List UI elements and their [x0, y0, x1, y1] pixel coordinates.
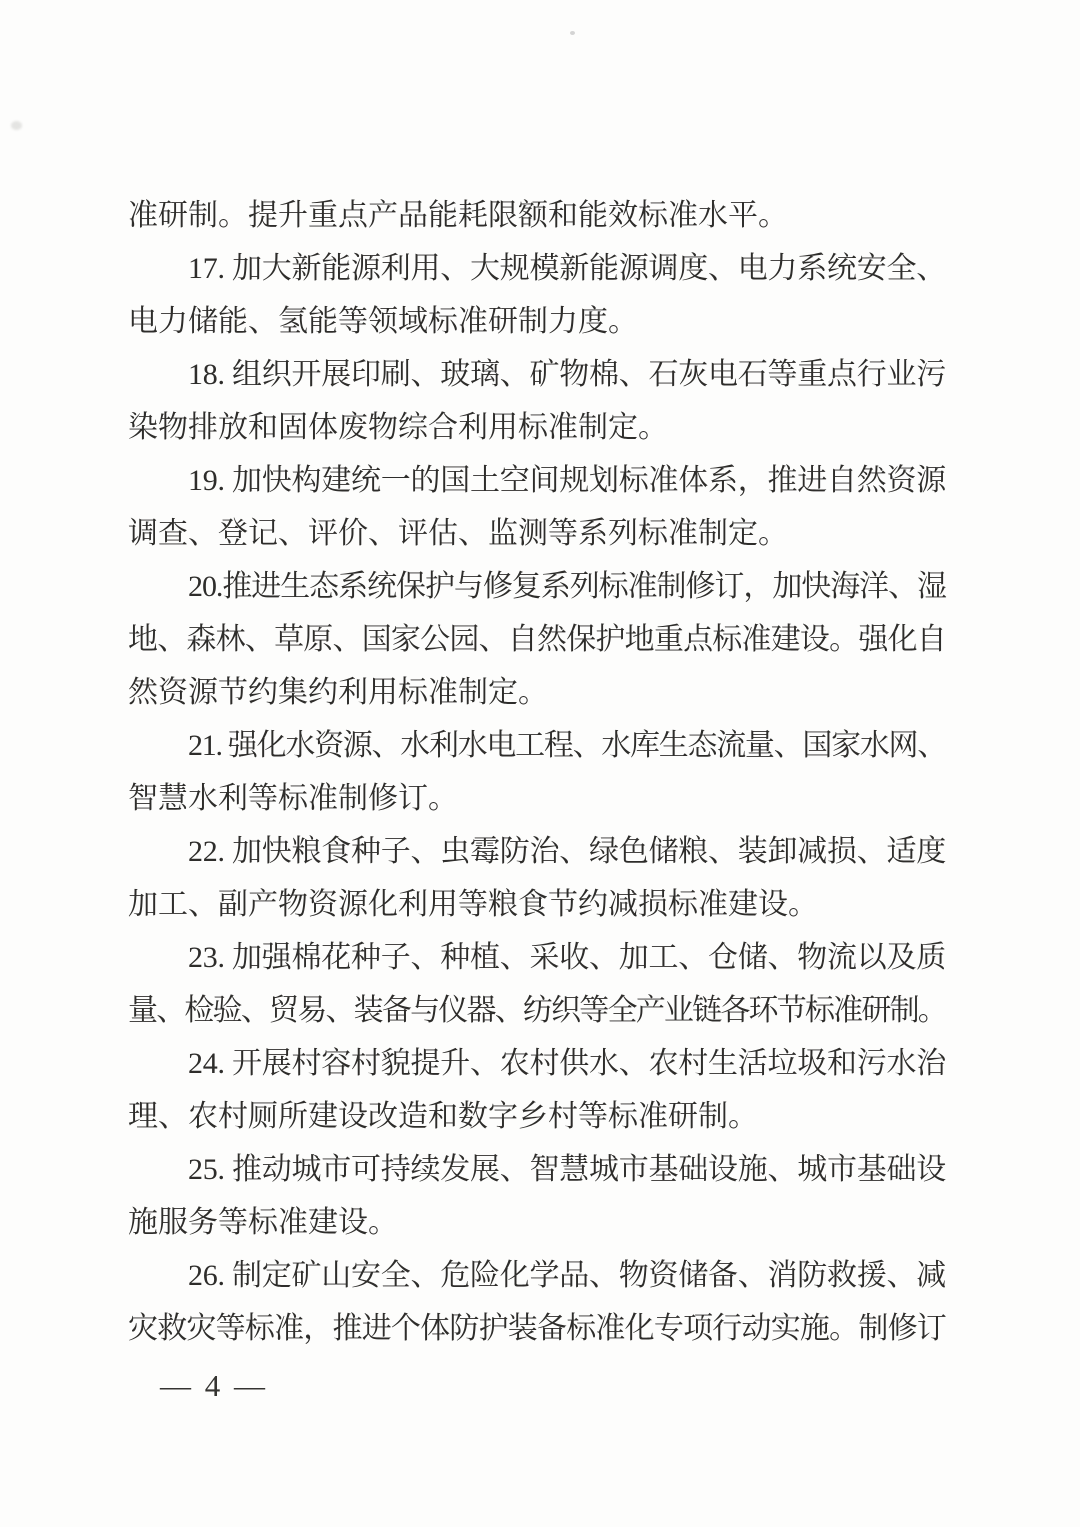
text-line: 地、森林、草原、国家公园、自然保护地重点标准建设。强化自	[128, 623, 946, 656]
text-line: 25. 推动城市可持续发展、智慧城市基础设施、城市基础设	[188, 1153, 946, 1186]
text-line: 准研制。提升重点产品能耗限额和能效标准水平。	[128, 199, 788, 232]
text-line: 20.推进生态系统保护与修复系列标准制修订，加快海洋、湿	[188, 570, 946, 603]
text-line: 18. 组织开展印刷、玻璃、矿物棉、石灰电石等重点行业污	[188, 358, 946, 391]
text-line: 量、检验、贸易、装备与仪器、纺织等全产业链各环节标准研制。	[128, 994, 946, 1027]
scan-artifact-smudge	[11, 121, 22, 130]
text-line: 智慧水利等标准制修订。	[128, 782, 458, 815]
text-line: 24. 开展村容村貌提升、农村供水、农村生活垃圾和污水治	[188, 1047, 946, 1080]
text-line: 26. 制定矿山安全、危险化学品、物资储备、消防救援、减	[188, 1259, 946, 1292]
text-line: 电力储能、氢能等领域标准研制力度。	[128, 305, 638, 338]
text-line: 21. 强化水资源、水利水电工程、水库生态流量、国家水网、	[188, 729, 946, 762]
text-line: 调查、登记、评价、评估、监测等系列标准制定。	[128, 517, 788, 550]
text-line: 23. 加强棉花种子、种植、采收、加工、仓储、物流以及质	[188, 941, 946, 974]
text-line: 染物排放和固体废物综合利用标准制定。	[128, 411, 668, 444]
text-line: 17. 加大新能源利用、大规模新能源调度、电力系统安全、	[188, 252, 946, 285]
document-body	[128, 189, 946, 1355]
text-line: 22. 加快粮食种子、虫霉防治、绿色储粮、装卸减损、适度	[188, 835, 946, 868]
text-line: 加工、副产物资源化利用等粮食节约减损标准建设。	[128, 888, 818, 921]
page-number: — 4 —	[160, 1368, 268, 1403]
text-line: 19. 加快构建统一的国土空间规划标准体系，推进自然资源	[188, 464, 946, 497]
text-line: 然资源节约集约利用标准制定。	[128, 676, 548, 709]
text-line: 灾救灾等标准，推进个体防护装备标准化专项行动实施。制修订	[128, 1312, 946, 1345]
scan-artifact-dot	[570, 31, 575, 35]
text-line: 理、农村厕所建设改造和数字乡村等标准研制。	[128, 1100, 758, 1133]
text-line: 施服务等标准建设。	[128, 1206, 398, 1239]
